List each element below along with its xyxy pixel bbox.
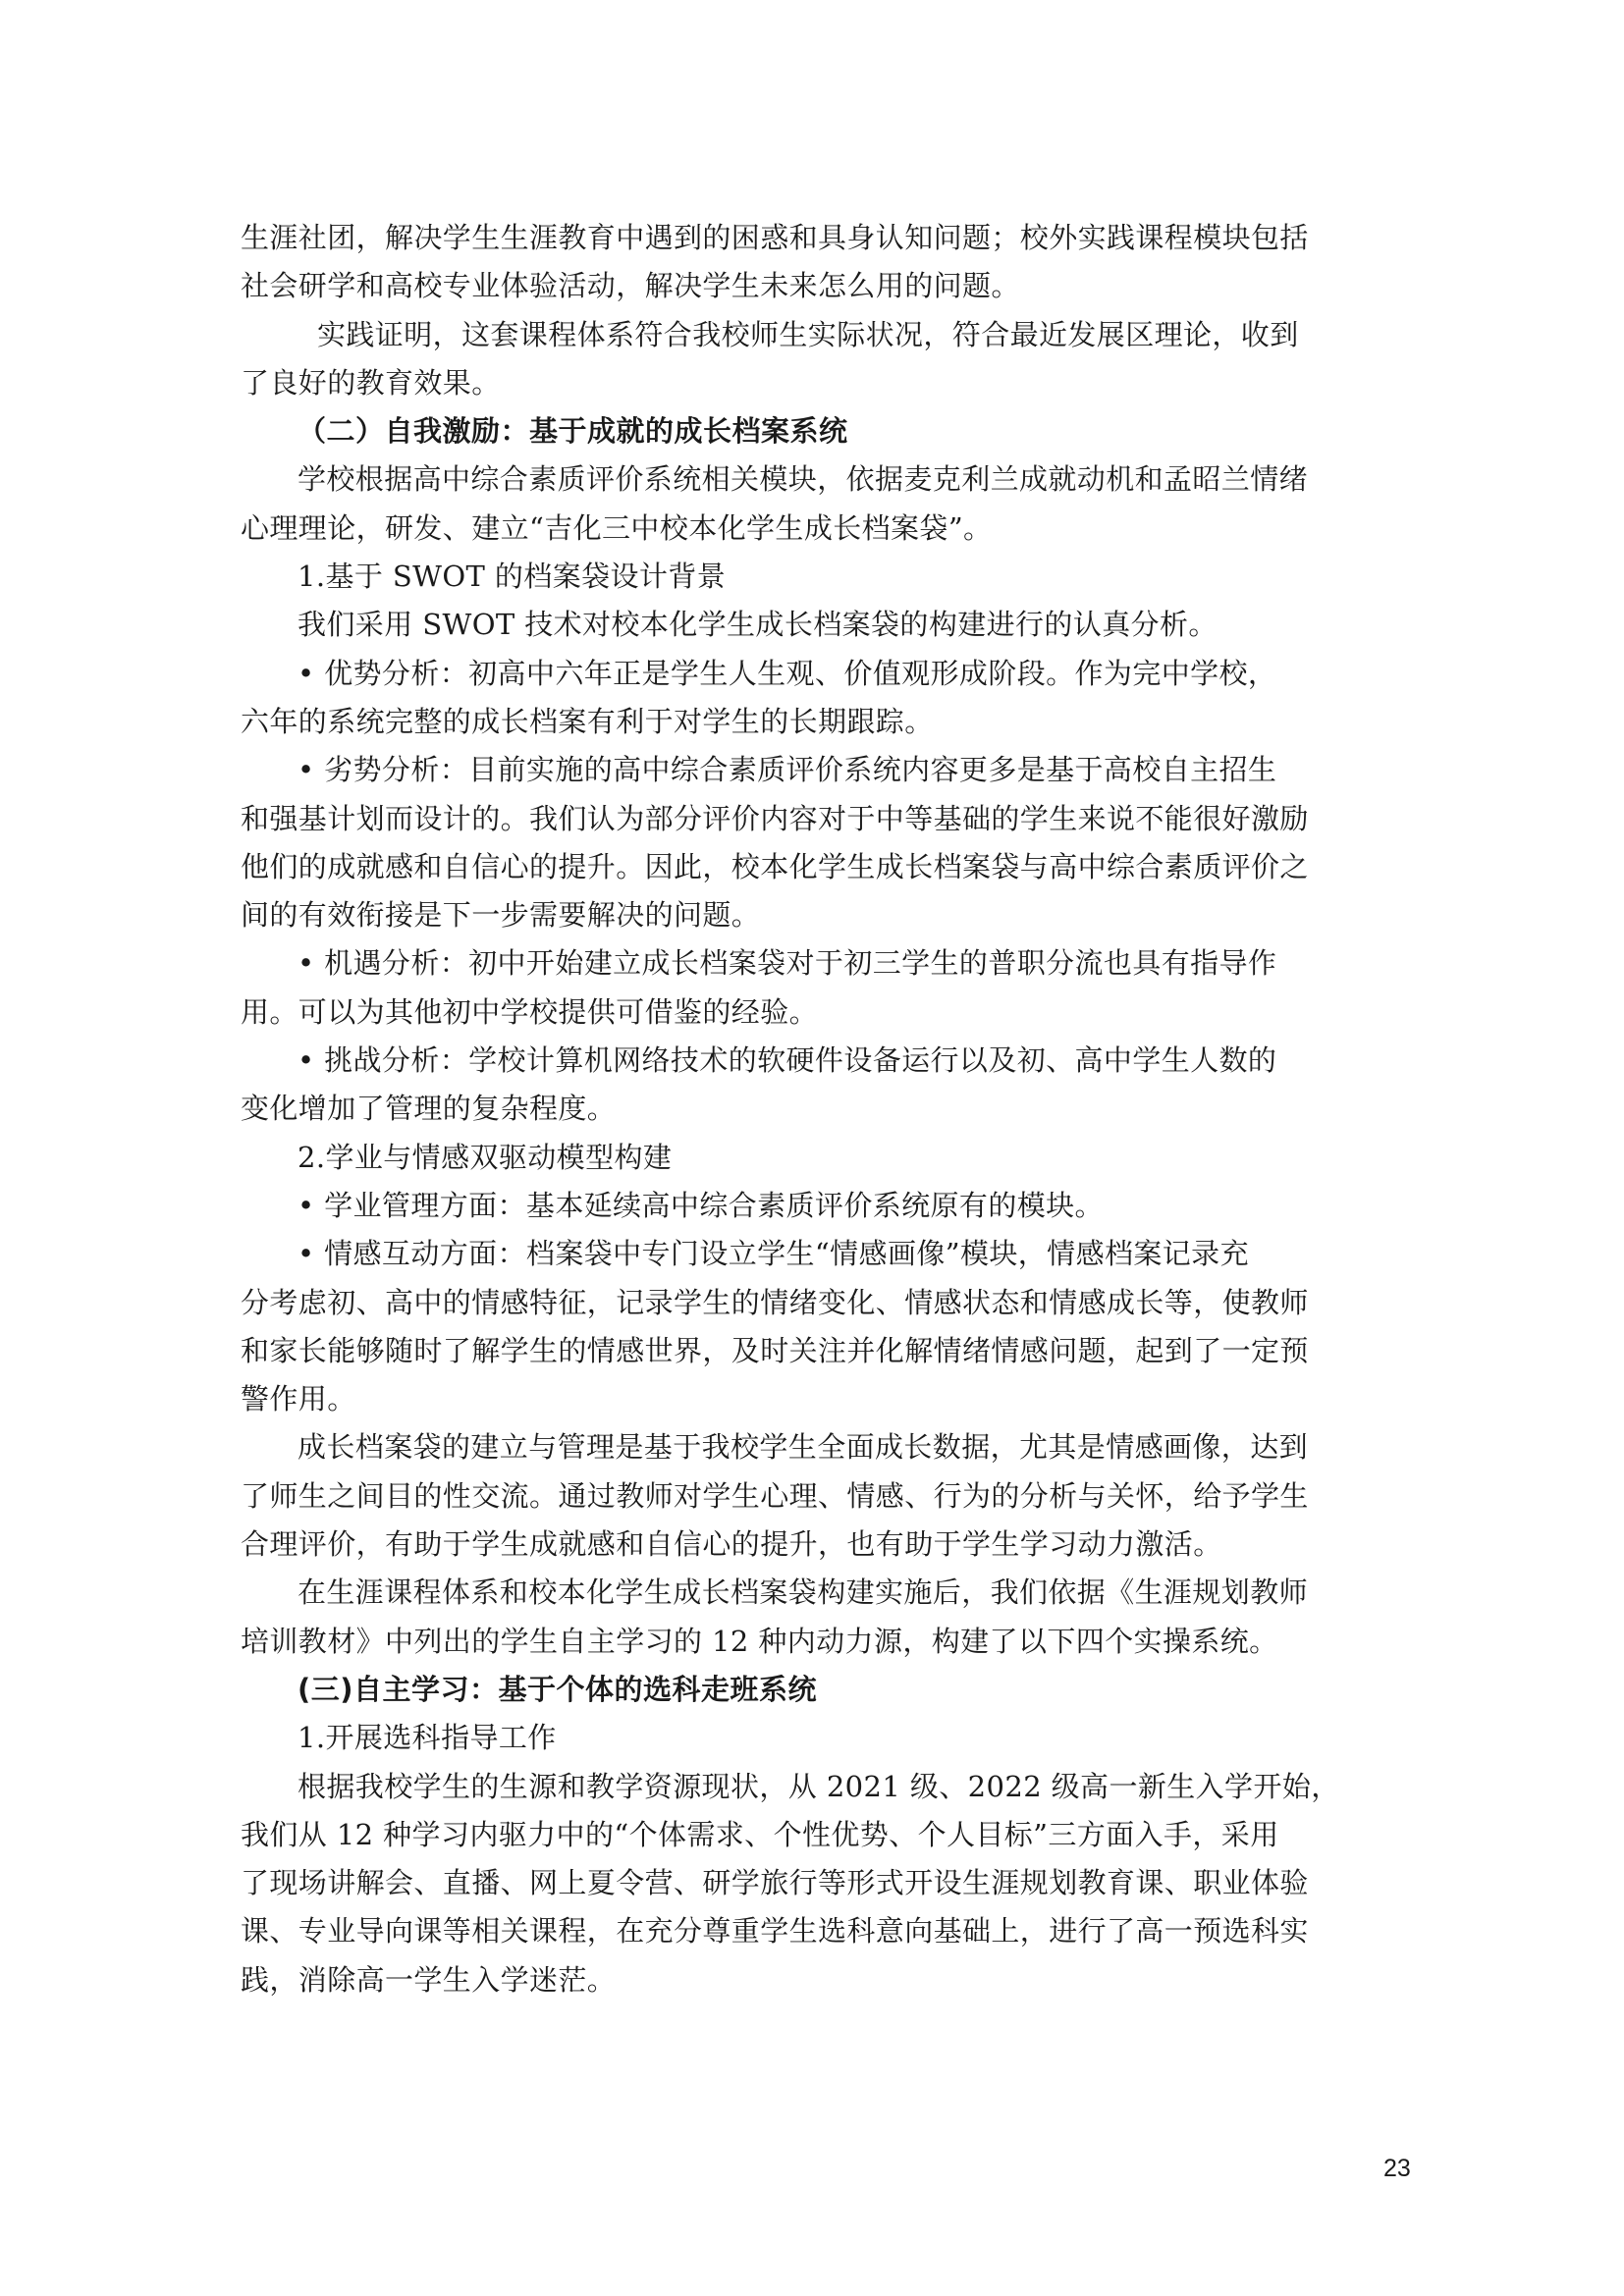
text-line: 学校根据高中综合素质评价系统相关模块，依据麦克利兰成就动机和孟昭兰情绪 bbox=[298, 462, 1309, 497]
text-line: 六年的系统完整的成长档案有利于对学生的长期跟踪。 bbox=[241, 704, 934, 738]
text-line: 分考虑初、高中的情感特征，记录学生的情绪变化、情感状态和情感成长等，使教师 bbox=[241, 1285, 1309, 1319]
text-line: 社会研学和高校专业体验活动，解决学生未来怎么用的问题。 bbox=[241, 269, 1020, 303]
text-line: 1.开展选科指导工作 bbox=[298, 1721, 557, 1755]
text-line: • 机遇分析：初中开始建立成长档案袋对于初三学生的普职分流也具有指导作 bbox=[298, 946, 1277, 981]
text-line: 2.学业与情感双驱动模型构建 bbox=[298, 1140, 673, 1174]
text-line: 间的有效衔接是下一步需要解决的问题。 bbox=[241, 898, 761, 933]
text-line: 了现场讲解会、直播、网上夏令营、研学旅行等形式开设生涯规划教育课、职业体验 bbox=[241, 1866, 1309, 1900]
text-line: 我们采用 SWOT 技术对校本化学生成长档案袋的构建进行的认真分析。 bbox=[298, 608, 1218, 642]
text-line: • 劣势分析：目前实施的高中综合素质评价系统内容更多是基于高校自主招生 bbox=[298, 753, 1277, 787]
text-line: • 情感互动方面：档案袋中专门设立学生“情感画像”模块，情感档案记录充 bbox=[298, 1237, 1249, 1271]
text-line: 和强基计划而设计的。我们认为部分评价内容对于中等基础的学生来说不能很好激励 bbox=[241, 801, 1309, 835]
page-number: 23 bbox=[1383, 2155, 1411, 2182]
text-line: 了师生之间目的性交流。通过教师对学生心理、情感、行为的分析与关怀，给予学生 bbox=[241, 1478, 1309, 1513]
text-line: 合理评价，有助于学生成就感和自信心的提升，也有助于学生学习动力激活。 bbox=[241, 1527, 1222, 1562]
text-line: 1.基于 SWOT 的档案袋设计背景 bbox=[298, 560, 727, 594]
text-line: 变化增加了管理的复杂程度。 bbox=[241, 1092, 617, 1126]
text-line: 成长档案袋的建立与管理是基于我校学生全面成长数据，尤其是情感画像，达到 bbox=[298, 1430, 1309, 1465]
text-line: • 学业管理方面：基本延续高中综合素质评价系统原有的模块。 bbox=[298, 1188, 1104, 1222]
body-text bbox=[241, 214, 1414, 2004]
section-heading: (三)自主学习：基于个体的选科走班系统 bbox=[298, 1672, 818, 1706]
text-line: • 优势分析：初高中六年正是学生人生观、价值观形成阶段。作为完中学校， bbox=[298, 656, 1277, 690]
text-line: 生涯社团，解决学生生涯教育中遇到的困惑和具身认知问题；校外实践课程模块包括 bbox=[241, 221, 1309, 254]
text-line: 他们的成就感和自信心的提升。因此，校本化学生成长档案袋与高中综合素质评价之 bbox=[241, 849, 1309, 883]
text-line: 实践证明，这套课程体系符合我校师生实际状况，符合最近发展区理论，收到 bbox=[317, 317, 1299, 351]
text-line: • 挑战分析：学校计算机网络技术的软硬件设备运行以及初、高中学生人数的 bbox=[298, 1043, 1277, 1078]
text-line: 在生涯课程体系和校本化学生成长档案袋构建实施后，我们依据《生涯规划教师 bbox=[298, 1575, 1309, 1610]
text-line: 和家长能够随时了解学生的情感世界，及时关注并化解情绪情感问题，起到了一定预 bbox=[241, 1333, 1309, 1367]
text-line: 根据我校学生的生源和教学资源现状，从 2021 级、2022 级高一新生入学开始， bbox=[298, 1769, 1340, 1803]
section-heading: （二）自我激励：基于成就的成长档案系统 bbox=[298, 414, 848, 449]
text-line: 了良好的教育效果。 bbox=[241, 365, 501, 400]
text-line: 践，消除高一学生入学迷茫。 bbox=[241, 1962, 617, 1997]
text-line: 培训教材》中列出的学生自主学习的 12 种内动力源，构建了以下四个实操系统。 bbox=[241, 1624, 1278, 1658]
text-line: 心理理论，研发、建立“吉化三中校本化学生成长档案袋”。 bbox=[241, 510, 993, 545]
text-line: 用。可以为其他初中学校提供可借鉴的经验。 bbox=[241, 994, 819, 1029]
text-line: 我们从 12 种学习内驱力中的“个体需求、个性优势、个人目标”三方面入手，采用 bbox=[241, 1817, 1279, 1851]
text-line: 警作用。 bbox=[241, 1382, 356, 1416]
text-line: 课、专业导向课等相关课程，在充分尊重学生选科意向基础上，进行了高一预选科实 bbox=[241, 1914, 1309, 1949]
